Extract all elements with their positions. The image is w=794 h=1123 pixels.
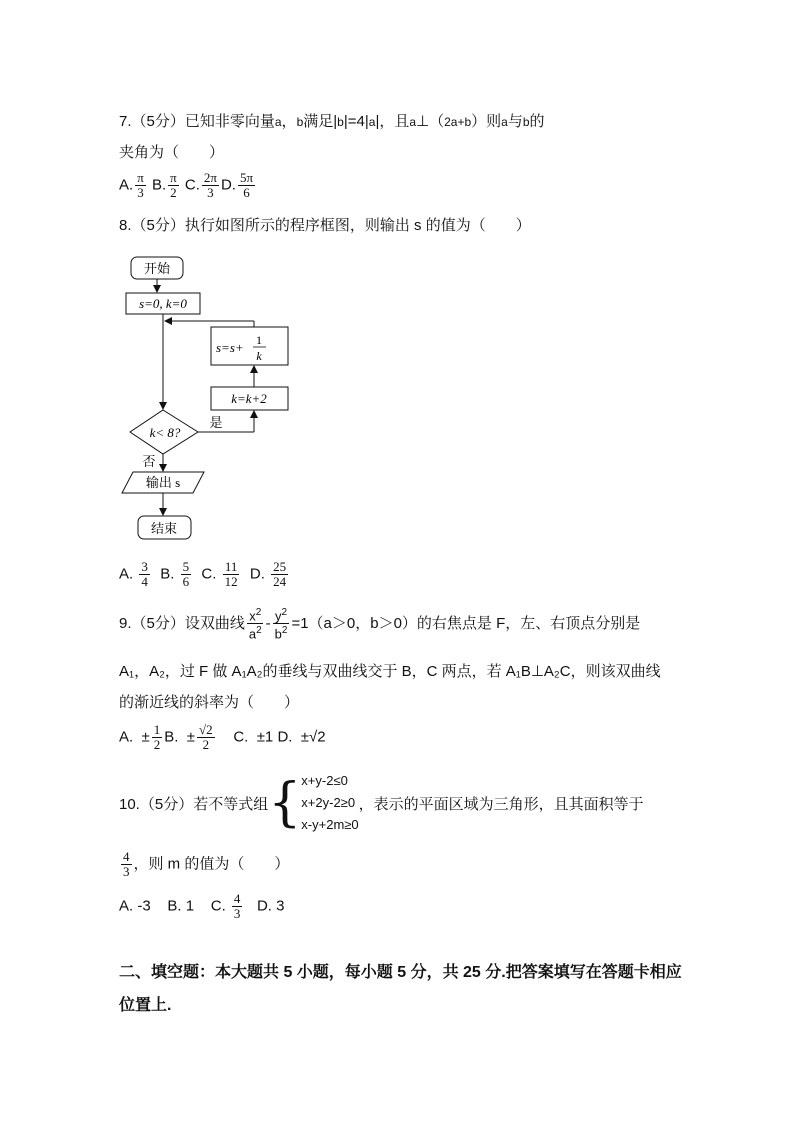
q9-option-a-fraction: $\frac{1}{2}$ [153, 722, 161, 752]
q9-option-b-fraction: $\frac{√2}{2}$ [199, 722, 213, 752]
q9-line3: 的渐近线的斜率为（ ） [119, 694, 300, 711]
flow-init-label: s=0, k=0 [139, 296, 187, 311]
flow-yes-label: 是 [209, 415, 223, 430]
q10-area-fraction: $\frac{4}{3}$ [123, 849, 130, 879]
flow-update-s-prefix: s=s+ [216, 340, 244, 355]
q7-option-b-fraction: $\frac{\pi}{2}$ [170, 170, 177, 200]
q10-line2: $\frac{4}{3}$ ，则 m 的值为（ ） [123, 849, 290, 879]
flow-output-label: 输出 s [145, 475, 181, 490]
q8-option-b-fraction: $\frac{5}{6}$ [182, 559, 190, 589]
section2-heading-line2: 位置上. [119, 997, 172, 1014]
q8-option-c-fraction: $\frac{11}{12}$ [224, 559, 238, 589]
flow-no-label: 否 [142, 454, 156, 469]
flow-update-k-label: k=k+2 [231, 391, 267, 406]
q8-option-d-fraction: $\frac{25}{24}$ [273, 559, 287, 589]
q8-flowchart [118, 252, 298, 547]
q7-line1: 7.（5分）已知非零向量a，b满足|b|=4|a|，且a⊥（2a+b）则a与b的 [119, 113, 545, 130]
q10-inequality-system: x+y-2≤0 x+2y-2≥0 x-y+2m≥0 [301, 773, 359, 832]
flow-update-s-den: k [256, 349, 262, 363]
q9-y-over-b-fraction: $\frac{y^2}{b^2}$ [274, 607, 288, 642]
q9-options: A. ± $\frac{1}{2}$ B. ± $\frac{√2}{2}$ C. ±1 D. ±√2 [119, 722, 326, 752]
section2-heading-line1: 二、填空题：本大题共 5 小题，每小题 5 分，共 25 分.把答案填写在答题卡相应 [119, 964, 682, 981]
q10-brace: { [268, 773, 302, 833]
q10-options: A. -3 B. 1 C. $\frac{4}{3}$ D. 3 [119, 891, 285, 921]
q7-option-c-fraction: $\frac{2\pi}{3}$ [203, 170, 217, 200]
q7-option-a-fraction: $\frac{\pi}{3}$ [137, 170, 144, 200]
flow-start-label: 开始 [143, 261, 171, 276]
q10-line1: 10.（5分）若不等式组 { x+y-2≤0 x+2y-2≥0 x-y+2m≥0 ，表示的平面区域为三角形，且其面积等于 [119, 768, 644, 838]
q9-x-over-a-fraction: $\frac{x^2}{a^2}$ [248, 607, 262, 642]
flow-end-label: 结束 [150, 521, 178, 536]
q8-option-a-fraction: $\frac{3}{4}$ [141, 559, 148, 589]
q7-options: A. $\frac{\pi}{3}$ B. $\frac{\pi}{2}$ C. $\frac{2\pi}{3}$ D. $\frac{5\pi}{6}$ [119, 170, 254, 200]
flow-condition-label: k< 8? [149, 425, 181, 440]
q7-line2: 夹角为（ ） [119, 144, 225, 161]
q9-line2: A₁，A₂，过 F 做 A₁A₂的垂线与双曲线交于 B，C 两点，若 A₁B⊥A₂C，则该双曲线 [119, 663, 661, 680]
q8-options: A. $\frac{3}{4}$ B. $\frac{5}{6}$ C. $\frac{11}{12}$ D. $\frac{25}{24}$ [119, 559, 287, 589]
q9-line1: 9.（5分）设双曲线 $\frac{x^2}{a^2}$ - $\frac{y^2}{b^2}$ =1（a＞0，b＞0）的右焦点是 F，左、右顶点分别是 [119, 607, 641, 642]
q8-text: 8.（5分）执行如图所示的程序框图，则输出 s 的值为（ ） [119, 217, 531, 234]
q10-option-c-fraction: $\frac{4}{3}$ [233, 891, 241, 921]
flow-update-s-num: 1 [256, 333, 262, 347]
q7-option-d-fraction: $\frac{5\pi}{6}$ [239, 170, 254, 200]
